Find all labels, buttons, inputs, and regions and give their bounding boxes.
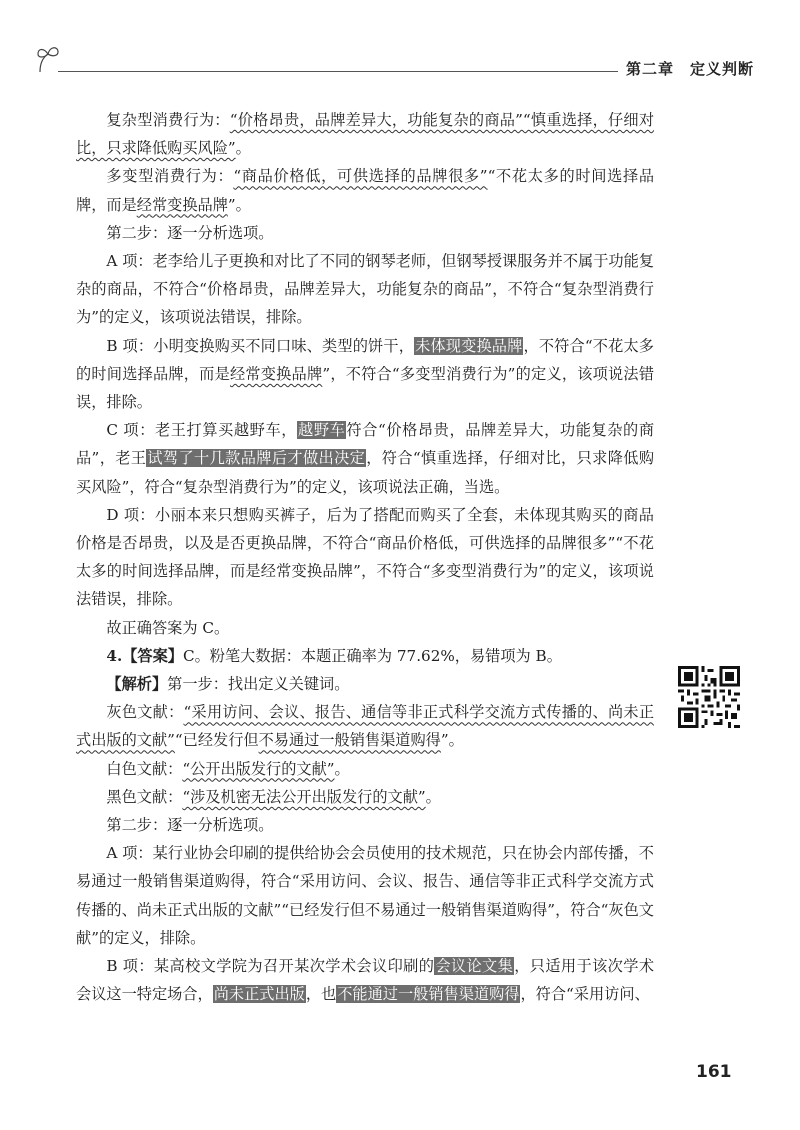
paragraph-option-c: C 项：老王打算买越野车，越野车符合“价格昂贵，品牌差异大，功能复杂的商品”，老王试驾了十几款品牌后才做出决定，符合“慎重选择，仔细对比，只求降低购买风险”，符合“复杂型消费行为”的定义，该项说法正确，当选。 [76,421,655,496]
paragraph-gray-literature: 灰色文献：“采用访问、会议、报告、通信等非正式科学交流方式传播的、尚未正式出版的文献”“已经发行但不易通过一般销售渠道购得”。 [76,703,655,750]
paragraph-white-literature: 白色文献：“公开出版发行的文献”。 [106,759,350,778]
paragraph-option-b-2: B 项：某高校文学院为召开某次学术会议印刷的会议论文集，只适用于该次学术会议这一特定场合，尚未正式出版，也不能通过一般销售渠道购得，符合“采用访问、 [76,957,655,1004]
paragraph-option-d: D 项：小丽本来只想购买裤子，后为了搭配而购买了全套，未体现其购买的商品价格是否昂贵，以及是否更换品牌，不符合“商品价格低，可供选择的品牌很多”“不花太多的时间选择品牌，而是经常变换品牌”，不符合“多变型消费行为”的定义，该项说法错误，排除。 [76,505,654,609]
highlight-unpublished: 尚未正式出版 [213,985,305,1004]
chapter-number: 第二章 [626,60,675,78]
paragraph-variety-definition: 多变型消费行为：“商品价格低，可供选择的品牌很多”“不花太多的时间选择品牌，而是经常变换品牌”。 [76,167,655,214]
header-rule [58,71,618,72]
paragraph-option-a-2: A 项：某行业协会印刷的提供给协会会员使用的技术规范，只在协会内部传播，不易通过一般销售渠道购得，符合“采用访问、会议、报告、通信等非正式科学交流方式传播的、尚未正式出版的文献”“已经发行但不易通过一般销售渠道购得”，符合“灰色文献”的定义，排除。 [76,844,654,947]
paragraph-complex-definition: 复杂型消费行为：“价格昂贵，品牌差异大，功能复杂的商品”“慎重选择，仔细对比，只求降低购买风险”。 [76,111,655,158]
paragraph-option-b: B 项：小明变换购买不同口味、类型的饼干，未体现变换品牌，不符合“不花太多的时间选择品牌，而是经常变换品牌”，不符合“多变型消费行为”的定义，该项说法错误，排除。 [76,336,655,412]
chapter-title [626,58,754,79]
page-number: 161 [696,1062,732,1082]
highlight-no-brand-change: 未体现变换品牌 [415,336,523,355]
highlight-offroad: 越野车 [298,421,346,440]
highlight-test-drive: 试驾了十几款品牌后才做出决定 [147,449,366,468]
paragraph-question4-answer: 4.【答案】C。粉笔大数据：本题正确率为 77.62%，易错项为 B。 [106,646,562,665]
paragraph-option-a: A 项：老李给儿子更换和对比了不同的钢琴老师，但钢琴授课服务并不属于功能复杂的商品，不符合“价格昂贵，品牌差异大，功能复杂的商品”，不符合“复杂型消费行为”的定义，该项说法错误，排除。 [76,252,654,327]
page-header [36,40,756,80]
paragraph-black-literature: 黑色文献：“涉及机密无法公开出版发行的文献”。 [106,787,441,806]
highlight-not-purchasable: 不能通过一般销售渠道购得 [337,985,520,1004]
qr-code-icon[interactable] [678,666,740,728]
paragraph-step-two: 第二步：逐一分析选项。 [106,223,274,242]
paragraph-step-two-b: 第二步：逐一分析选项。 [106,816,274,835]
highlight-proceedings: 会议论文集 [435,957,514,976]
paragraph-analysis: 【解析】第一步：找出定义关键词。 [106,675,350,694]
section-title: 定义判断 [690,60,755,78]
leaf-sprout-icon [36,44,62,74]
paragraph-answer: 故正确答案为 C。 [106,618,230,637]
page-content [76,106,654,1009]
